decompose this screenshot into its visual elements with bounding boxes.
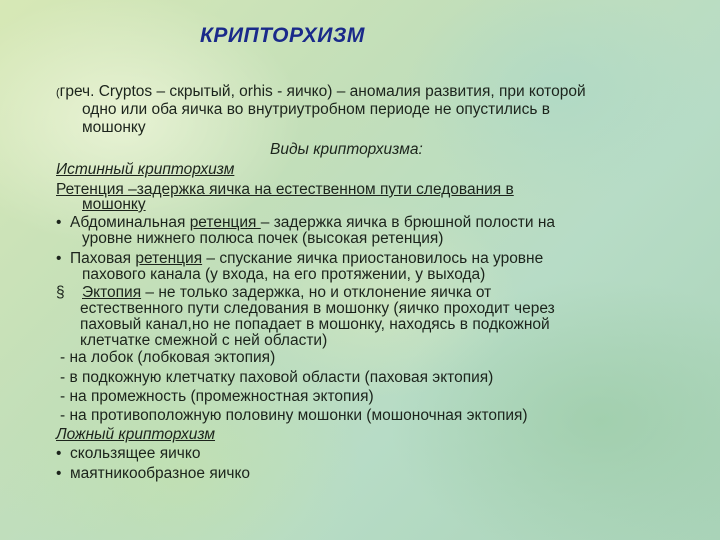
ectopia-item <box>56 285 491 301</box>
inguinal-rest: – спускание яичка приостановилось на уровне <box>202 250 544 267</box>
section-bullet-icon: § <box>56 284 65 301</box>
false-item-retractile <box>56 466 250 482</box>
intro-line-2: одно или оба яичка во внутриутробном периоде не опустились в <box>82 101 550 118</box>
abdominal-prefix: Абдоминальная <box>70 214 190 231</box>
abdominal-retention-item <box>56 215 555 231</box>
slide-title: КРИПТОРХИЗМ <box>200 24 365 47</box>
inguinal-term: ретенция <box>135 250 203 267</box>
false-cryptorchidism-heading: Ложный крипторхизм <box>56 426 216 443</box>
retention-line-1: Ретенция –задержка яичка на естественном пути следования в <box>56 181 514 198</box>
ectopia-rest: – не только задержка, но и отклонение яичка от <box>141 284 492 301</box>
true-cryptorchidism-heading: Истинный крипторхизм <box>56 161 235 178</box>
inguinal-line-2: пахового канала (у входа, на его протяжении, у выхода) <box>82 266 486 283</box>
abdominal-term: ретенция <box>189 214 261 231</box>
inguinal-retention-item <box>56 251 543 267</box>
intro-paren: ( <box>56 87 60 99</box>
intro-line-1 <box>56 84 586 101</box>
ectopia-type-pubic: - на лобок (лобковая эктопия) <box>60 349 276 366</box>
bullet-icon: • <box>56 445 62 462</box>
ectopia-type-perineal: - на промежность (промежностная эктопия) <box>60 388 374 405</box>
false-item-text: маятникообразное яичко <box>70 465 251 482</box>
ectopia-line-2: естественного пути следования в мошонку (яичко проходит через <box>80 300 555 317</box>
inguinal-prefix: Паховая <box>70 250 136 267</box>
intro-line-3: мошонку <box>82 119 146 136</box>
abdominal-line-2: уровне нижнего полюса почек (высокая ретенция) <box>82 230 444 247</box>
ectopia-line-3: паховый канал,но не попадает в мошонку, находясь в подкожной <box>80 316 550 333</box>
intro-text-1: греч. Cryptos – скрытый, orhis - яичко) – аномалия развития, при которой <box>59 83 586 100</box>
ectopia-type-scrotal: - на противоположную половину мошонки (мошоночная эктопия) <box>60 407 528 424</box>
ectopia-type-inguinal: - в подкожную клетчатку паховой области (паховая эктопия) <box>60 369 494 386</box>
types-heading: Виды крипторхизма: <box>270 141 423 158</box>
abdominal-rest: – задержка яичка в брюшной полости на <box>260 214 556 231</box>
ectopia-line-4: клетчатке смежной с ней области) <box>80 332 328 349</box>
false-item-sliding <box>56 446 200 462</box>
retention-line-2: мошонку <box>82 196 146 213</box>
bullet-icon: • <box>56 465 62 482</box>
bullet-icon: • <box>56 214 62 231</box>
false-item-text: скользящее яичко <box>70 445 201 462</box>
bullet-icon: • <box>56 250 62 267</box>
ectopia-term: Эктопия <box>82 284 142 301</box>
